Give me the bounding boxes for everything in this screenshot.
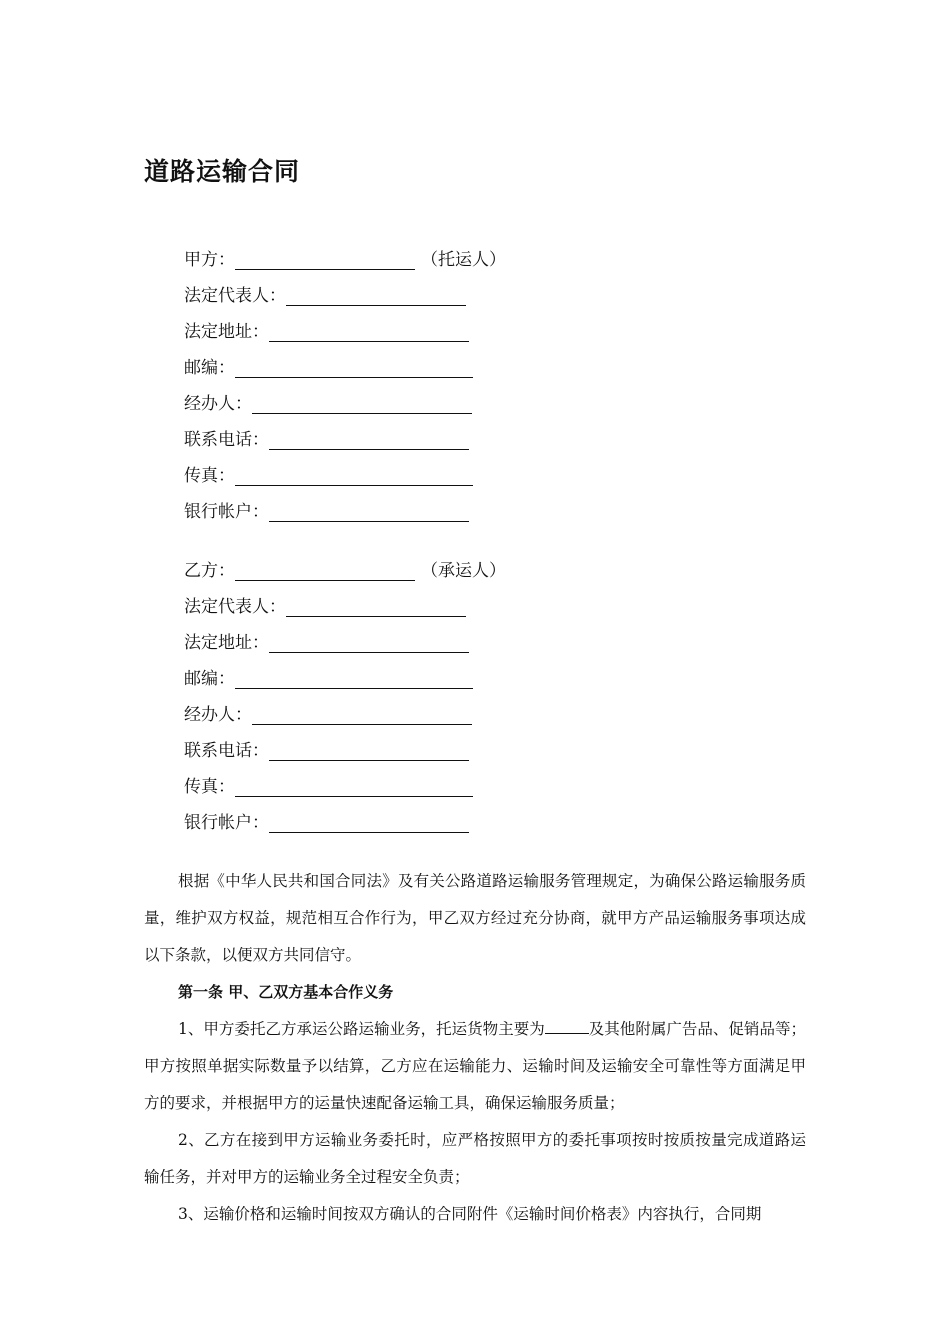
party-a-field-row bbox=[184, 276, 604, 312]
party-b-role: （承运人） bbox=[421, 561, 506, 581]
article-1-heading: 第一条 甲、乙双方基本合作义务 bbox=[178, 983, 394, 1001]
party-b-field-row bbox=[184, 803, 604, 839]
party-a-field-row bbox=[184, 384, 604, 420]
legal-representative-field[interactable] bbox=[286, 279, 466, 306]
phone-field[interactable] bbox=[269, 734, 469, 761]
party-a-field-row bbox=[184, 456, 604, 492]
clause-1 bbox=[144, 1011, 806, 1122]
party-b-name-row bbox=[184, 551, 604, 587]
party-a-field-row bbox=[184, 492, 604, 528]
party-a-block bbox=[184, 240, 604, 528]
party-a-field-row bbox=[184, 348, 604, 384]
party-a-name-field[interactable] bbox=[235, 243, 415, 270]
bank-account-field[interactable] bbox=[269, 495, 469, 522]
party-b-field-row bbox=[184, 731, 604, 767]
fax-field[interactable] bbox=[235, 770, 473, 797]
field-label: 传真： bbox=[184, 777, 235, 797]
field-label: 法定代表人： bbox=[184, 286, 286, 306]
field-label: 银行帐户： bbox=[184, 502, 269, 522]
field-label: 联系电话： bbox=[184, 741, 269, 761]
party-b-name-label: 乙方： bbox=[184, 561, 235, 581]
field-label: 法定地址： bbox=[184, 633, 269, 653]
field-label: 法定地址： bbox=[184, 322, 269, 342]
bank-account-field[interactable] bbox=[269, 806, 469, 833]
postcode-field[interactable] bbox=[235, 351, 473, 378]
party-a-name-row bbox=[184, 240, 604, 276]
field-label: 经办人： bbox=[184, 705, 252, 725]
phone-field[interactable] bbox=[269, 423, 469, 450]
clause-1-text-after: 及其他附属广告品、促销品等；甲方按照单据实际数量予以结算，乙方应在运输能力、运输时间及运输安全可靠性等方面满足甲方的要求，并根据甲方的运量快速配备运输工具，确保运输服务质量； bbox=[144, 1020, 806, 1112]
contract-body bbox=[144, 863, 806, 1233]
clause-1-text-before: 1、甲方委托乙方承运公路运输业务，托运货物主要为 bbox=[178, 1020, 545, 1038]
field-label: 银行帐户： bbox=[184, 813, 269, 833]
party-b-name-field[interactable] bbox=[235, 554, 415, 581]
party-a-name-label: 甲方： bbox=[184, 250, 235, 270]
legal-representative-field[interactable] bbox=[286, 590, 466, 617]
field-label: 法定代表人： bbox=[184, 597, 286, 617]
party-b-field-row bbox=[184, 695, 604, 731]
postcode-field[interactable] bbox=[235, 662, 473, 689]
clause-3: 3、运输价格和运输时间按双方确认的合同附件《运输时间价格表》内容执行，合同期 bbox=[178, 1205, 762, 1223]
party-b-field-row bbox=[184, 587, 604, 623]
party-b-field-row bbox=[184, 623, 604, 659]
field-label: 联系电话： bbox=[184, 430, 269, 450]
legal-address-field[interactable] bbox=[269, 315, 469, 342]
field-label: 经办人： bbox=[184, 394, 252, 414]
agent-field[interactable] bbox=[252, 698, 472, 725]
field-label: 邮编： bbox=[184, 669, 235, 689]
party-a-field-row bbox=[184, 312, 604, 348]
party-b-field-row bbox=[184, 659, 604, 695]
party-b-block bbox=[184, 551, 604, 839]
agent-field[interactable] bbox=[252, 387, 472, 414]
fax-field[interactable] bbox=[235, 459, 473, 486]
party-b-field-row bbox=[184, 767, 604, 803]
party-a-role: （托运人） bbox=[421, 250, 506, 270]
party-a-field-row bbox=[184, 420, 604, 456]
field-label: 邮编： bbox=[184, 358, 235, 378]
intro-paragraph: 根据《中华人民共和国合同法》及有关公路道路运输服务管理规定，为确保公路运输服务质量，维护双方权益，规范相互合作行为，甲乙双方经过充分协商，就甲方产品运输服务事项达成以下条款，以便双方共同信守。 bbox=[144, 872, 806, 964]
goods-blank[interactable] bbox=[545, 1019, 589, 1034]
field-label: 传真： bbox=[184, 466, 235, 486]
clause-2: 2、乙方在接到甲方运输业务委托时，应严格按照甲方的委托事项按时按质按量完成道路运输任务，并对甲方的运输业务全过程安全负责； bbox=[144, 1131, 806, 1186]
legal-address-field[interactable] bbox=[269, 626, 469, 653]
document-title: 道路运输合同 bbox=[144, 157, 301, 186]
